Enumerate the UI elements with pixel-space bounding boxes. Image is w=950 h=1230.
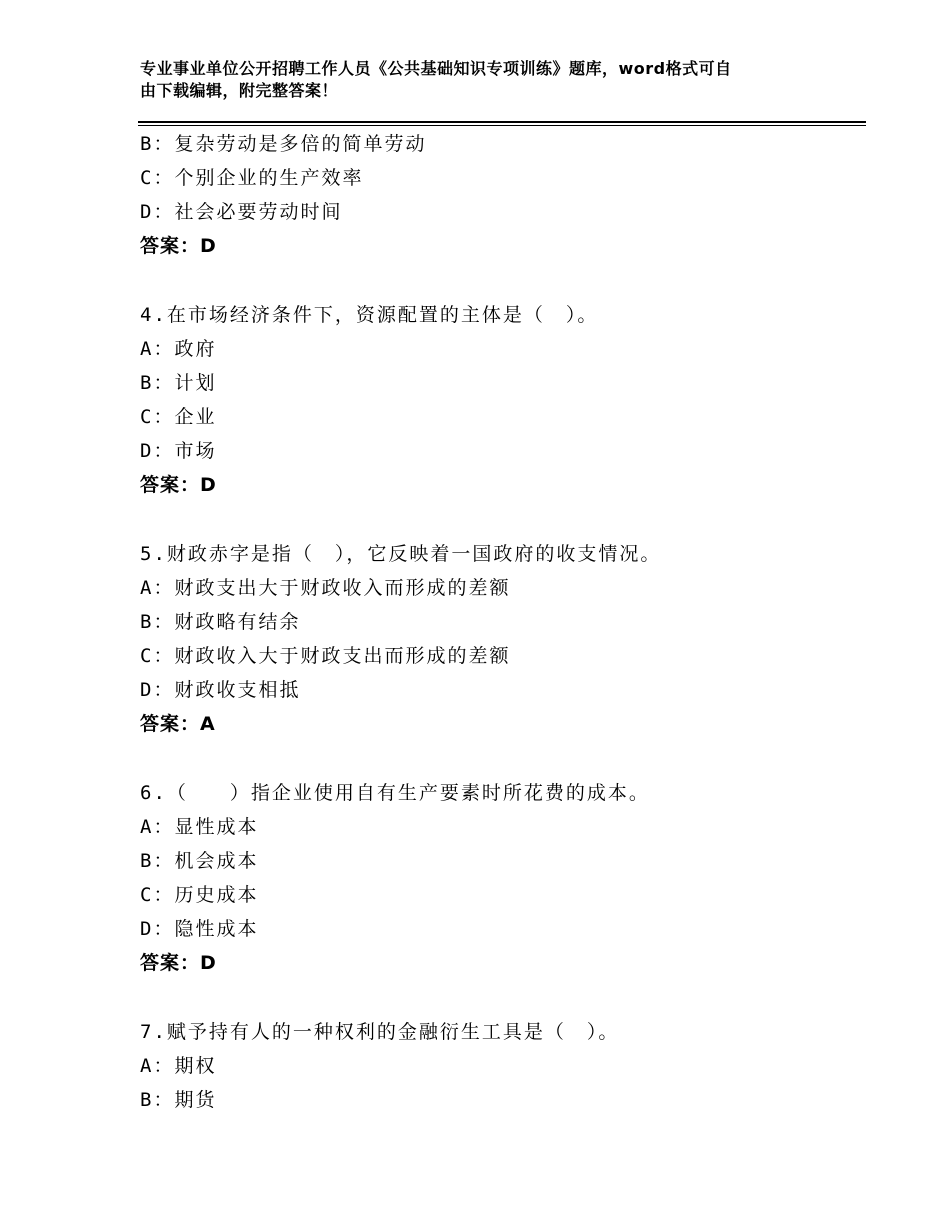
- answer-line: 答案：A: [140, 713, 216, 735]
- question-stem: 7.赋予持有人的一种权利的金融衍生工具是（ ）。: [140, 1021, 620, 1043]
- answer-line: 答案：D: [140, 235, 217, 257]
- question-list: [140, 130, 860, 1120]
- option-d: D：社会必要劳动时间: [140, 201, 343, 223]
- answer-line: 答案：D: [140, 474, 217, 496]
- option-d: D：市场: [140, 440, 217, 462]
- question-5: [140, 540, 860, 744]
- spacer: [140, 744, 860, 779]
- question-4: [140, 301, 860, 505]
- question-stem: 5.财政赤字是指（ ），它反映着一国政府的收支情况。: [140, 543, 662, 565]
- header-rule-thick: [138, 121, 866, 123]
- option-c: C：历史成本: [140, 884, 259, 906]
- option-d: D：财政收支相抵: [140, 679, 301, 701]
- question-3-tail: [140, 130, 860, 266]
- option-b: B：期货: [140, 1089, 217, 1111]
- option-b: B：复杂劳动是多倍的简单劳动: [140, 133, 427, 155]
- option-a: A：期权: [140, 1055, 217, 1077]
- option-b: B：计划: [140, 372, 217, 394]
- option-a: A：政府: [140, 338, 217, 360]
- question-stem: 4.在市场经济条件下，资源配置的主体是（ ）。: [140, 304, 599, 326]
- document-header: [140, 58, 830, 102]
- header-rule-thin: [138, 125, 866, 126]
- spacer: [140, 983, 860, 1018]
- option-a: A：显性成本: [140, 816, 259, 838]
- option-d: D：隐性成本: [140, 918, 259, 940]
- question-stem: 6.（ ）指企业使用自有生产要素时所花费的成本。: [140, 782, 650, 804]
- answer-line: 答案：D: [140, 952, 217, 974]
- header-line-1: 专业事业单位公开招聘工作人员《公共基础知识专项训练》题库，word格式可自: [140, 59, 732, 78]
- option-a: A：财政支出大于财政收入而形成的差额: [140, 577, 511, 599]
- header-line-2: 由下载编辑，附完整答案！: [140, 81, 339, 100]
- question-7: [140, 1018, 860, 1120]
- option-c: C：个别企业的生产效率: [140, 167, 364, 189]
- option-c: C：财政收入大于财政支出而形成的差额: [140, 645, 511, 667]
- option-b: B：机会成本: [140, 850, 259, 872]
- spacer: [140, 266, 860, 301]
- spacer: [140, 505, 860, 540]
- option-c: C：企业: [140, 406, 217, 428]
- option-b: B：财政略有结余: [140, 611, 301, 633]
- question-6: [140, 779, 860, 983]
